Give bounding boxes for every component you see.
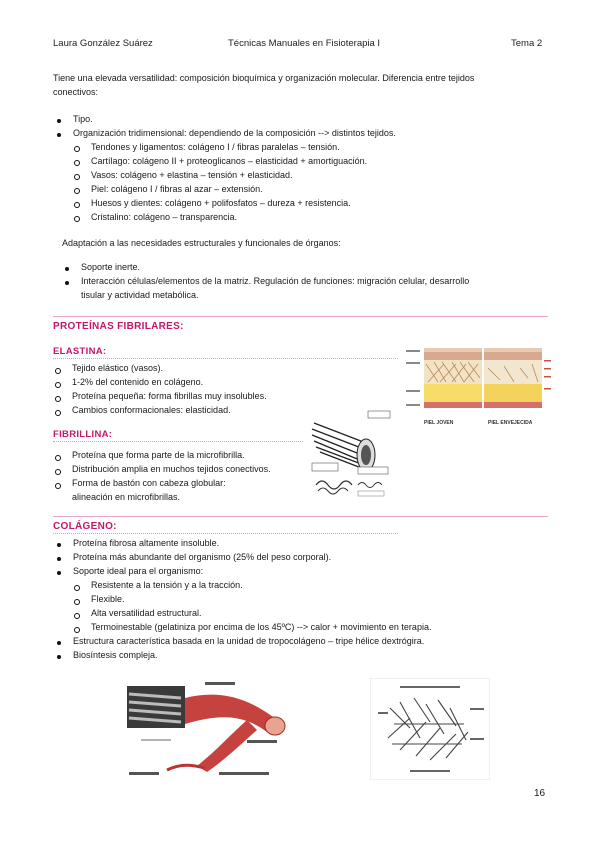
subsection-divider	[53, 358, 398, 359]
sub-bullet-icon	[55, 368, 61, 374]
colageno-item: Proteína más abundante del organismo (25% del peso corporal).	[73, 552, 332, 562]
microfibril-figure	[306, 405, 398, 501]
colageno-sub-item: Resistente a la tensión y a la tracción.	[91, 580, 243, 590]
sub-bullet-icon	[55, 469, 61, 475]
sub-item-vasos: Vasos: colágeno + elastina – tensión + elasticidad.	[91, 170, 293, 180]
sub-bullet-icon	[74, 174, 80, 180]
skin-comparison-figure	[404, 338, 552, 430]
colageno-sub-item: Termoinestable (gelatiniza por encima de los 45ºC) --> calor + movimiento en terapia.	[91, 622, 432, 632]
skin-label-old: PIEL ENVEJECIDA	[488, 420, 533, 426]
section-title-proteinas: PROTEÍNAS FIBRILARES:	[53, 321, 184, 332]
sub-bullet-icon	[74, 216, 80, 222]
colageno-item: Biosíntesis compleja.	[73, 650, 158, 660]
bullet-icon	[65, 267, 69, 271]
sub-bullet-icon	[74, 613, 80, 619]
subsection-title-fibrillina: FIBRILLINA:	[53, 429, 113, 440]
adaptation-item-interaccion-1: Interacción células/elementos de la matriz. Regulación de funciones: migración celular, desarrollo	[81, 276, 470, 286]
colageno-sub-item: Flexible.	[91, 594, 125, 604]
elastina-item: 1-2% del contenido en colágeno.	[72, 377, 204, 387]
fibrillina-item: Proteína que forma parte de la microfibrilla.	[72, 450, 245, 460]
sub-bullet-icon	[74, 599, 80, 605]
sub-bullet-icon	[74, 146, 80, 152]
elastina-item: Tejido elástico (vasos).	[72, 363, 164, 373]
section-divider	[53, 316, 548, 317]
bullet-icon	[57, 557, 61, 561]
colageno-item: Proteína fibrosa altamente insoluble.	[73, 538, 220, 548]
sub-bullet-icon	[74, 188, 80, 194]
adaptation-item-interaccion-2: tisular y actividad metabólica.	[81, 290, 199, 300]
fibrillina-item-continued: alineación en microfibrillas.	[72, 492, 181, 502]
bullet-icon	[57, 133, 61, 137]
intro-line-2: conectivos:	[53, 87, 99, 97]
elastina-item: Proteína pequeña: forma fibrillas muy insolubles.	[72, 391, 267, 401]
subsection-divider	[53, 441, 303, 442]
collagen-network-figure	[370, 678, 490, 780]
colageno-sub-item: Alta versatilidad estructural.	[91, 608, 202, 618]
sub-bullet-icon	[74, 202, 80, 208]
sub-item-cristalino: Cristalino: colágeno – transparencia.	[91, 212, 238, 222]
elastina-item: Cambios conformacionales: elasticidad.	[72, 405, 231, 415]
sub-bullet-icon	[74, 585, 80, 591]
colageno-item: Soporte ideal para el organismo:	[73, 566, 204, 576]
sub-item-cartilago: Cartílago: colágeno II + proteoglicanos – elasticidad + amortiguación.	[91, 156, 368, 166]
adaptation-item-soporte: Soporte inerte.	[81, 262, 141, 272]
list-item-organizacion: Organización tridimensional: dependiendo de la composición --> distintos tejidos.	[73, 128, 396, 138]
sub-bullet-icon	[55, 483, 61, 489]
sub-item-tendones: Tendones y ligamentos: colágeno I / fibras paralelas – tensión.	[91, 142, 340, 152]
bullet-icon	[57, 119, 61, 123]
sub-item-piel: Piel: colágeno I / fibras al azar – extensión.	[91, 184, 263, 194]
bullet-icon	[57, 641, 61, 645]
skin-label-young: PIEL JOVEN	[424, 420, 454, 426]
page-number: 16	[534, 788, 546, 799]
header-subject: Técnicas Manuales en Fisioterapia I	[228, 38, 381, 49]
intro-line-1: Tiene una elevada versatilidad: composición bioquímica y organización molecular. Diferencia entre tejidos	[53, 73, 475, 83]
section-title-colageno: COLÁGENO:	[53, 521, 117, 532]
sub-bullet-icon	[55, 396, 61, 402]
sub-bullet-icon	[55, 410, 61, 416]
section-divider	[53, 516, 548, 517]
list-item-tipo: Tipo.	[73, 114, 93, 124]
header-author: Laura González Suárez	[53, 38, 153, 49]
sub-bullet-icon	[55, 382, 61, 388]
fibrillina-item: Forma de bastón con cabeza globular:	[72, 478, 226, 488]
fibrillina-item: Distribución amplia en muchos tejidos conectivos.	[72, 464, 271, 474]
sub-bullet-icon	[74, 160, 80, 166]
subsection-title-elastina: ELASTINA:	[53, 346, 107, 357]
colageno-item: Estructura característica basada en la unidad de tropocolágeno – tripe hélice dextrógira.	[73, 636, 425, 646]
collagen-fiber-figure	[127, 680, 302, 780]
bullet-icon	[57, 571, 61, 575]
adaptation-intro: Adaptación a las necesidades estructurales y funcionales de órganos:	[62, 238, 341, 248]
bullet-icon	[57, 543, 61, 547]
sub-item-huesos: Huesos y dientes: colágeno + polifosfatos – dureza + resistencia.	[91, 198, 351, 208]
header-topic: Tema 2	[511, 38, 543, 49]
bullet-icon	[65, 281, 69, 285]
bullet-icon	[57, 655, 61, 659]
subsection-divider	[53, 533, 398, 534]
sub-bullet-icon	[74, 627, 80, 633]
sub-bullet-icon	[55, 455, 61, 461]
